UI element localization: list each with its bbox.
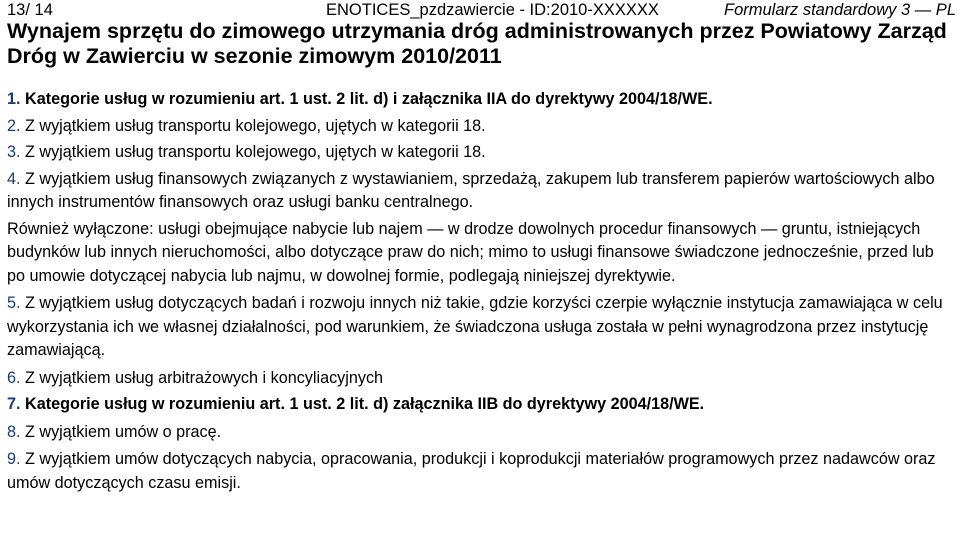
footnotes-body xyxy=(7,88,953,495)
footnote-number: 4. xyxy=(7,169,21,188)
footnote-7 xyxy=(7,393,953,417)
footnote-number: 3. xyxy=(7,143,21,161)
footnote-text: Z wyjątkiem umów o pracę. xyxy=(20,422,222,441)
footnote-4 xyxy=(7,168,953,215)
form-name: Formularz standardowy 3 — PL xyxy=(723,1,956,19)
footnote-3 xyxy=(7,141,953,165)
footnote-text: Z wyjątkiem usług arbitrażowych i koncyliacyjnych xyxy=(20,368,384,387)
footnote-4-continued xyxy=(7,218,953,289)
page-header xyxy=(0,0,960,20)
footnote-text: Z wyjątkiem usług transportu kolejowego, ujętych w kategorii 18. xyxy=(20,143,486,161)
footnote-6 xyxy=(7,367,953,391)
footnote-number: 5. xyxy=(7,294,21,312)
footnote-number: 7. xyxy=(7,395,21,413)
footnote-number: 6. xyxy=(7,368,21,387)
footnote-5 xyxy=(7,292,953,363)
footnote-9 xyxy=(7,448,953,495)
footnote-number: 8. xyxy=(7,422,21,441)
footnote-1 xyxy=(7,88,953,112)
document-id: ENOTICES_pzdzawiercie - ID:2010-XXXXXX xyxy=(326,1,659,19)
footnote-8 xyxy=(7,421,953,445)
footnote-text: Również wyłączone: usługi obejmujące nabycie lub najem — w drodze dowolnych procedur finansowych — gruntu, istniejących budynków lub innych nieruchomości, albo dotyczące praw do nich; mimo to usługi finansowe świadczone jednocześnie, przed lub po umowie dotyczącej nabycia lub najmu, w dowolnej formie, podlegają niniejszej dyrektywie. xyxy=(7,219,934,285)
footnote-text: Z wyjątkiem usług dotyczących badań i rozwoju innych niż takie, gdzie korzyści czerpie wyłącznie instytucja zamawiająca w celu wykorzystania ich we własnej działalności, pod warunkiem, że świadczona usługa została w pełni wynagrodzona przez instytucję zamawiającą. xyxy=(7,294,943,359)
page-number: 13/ 14 xyxy=(7,1,53,19)
footnote-text: Kategorie usług w rozumieniu art. 1 ust. 2 lit. d) i załącznika IIA do dyrektywy 2004/18/WE. xyxy=(20,90,713,108)
notice-title: Wynajem sprzętu do zimowego utrzymania dróg administrowanych przez Powiatowy Zarząd Dróg w Zawierciu w sezonie zimowym 2010/2011 xyxy=(7,19,947,68)
footnote-text: Z wyjątkiem usług finansowych związanych z wystawianiem, sprzedażą, zakupem lub transferem papierów wartościowych albo innych instrumentów finansowych oraz usługi banku centralnego. xyxy=(7,169,935,211)
footnote-number: 1. xyxy=(7,90,21,108)
footnote-text: Kategorie usług w rozumieniu art. 1 ust. 2 lit. d) załącznika IIB do dyrektywy 2004/18/WE. xyxy=(20,395,705,413)
footnote-text: Z wyjątkiem usług transportu kolejowego, ujętych w kategorii 18. xyxy=(20,116,486,135)
footnote-number: 9. xyxy=(7,450,21,468)
footnote-text: Z wyjątkiem umów dotyczących nabycia, opracowania, produkcji i koprodukcji materiałów programowych przez nadawców oraz umów dotyczących czasu emisji. xyxy=(7,450,936,492)
footnote-number: 2. xyxy=(7,116,21,135)
footnote-2 xyxy=(7,115,953,139)
